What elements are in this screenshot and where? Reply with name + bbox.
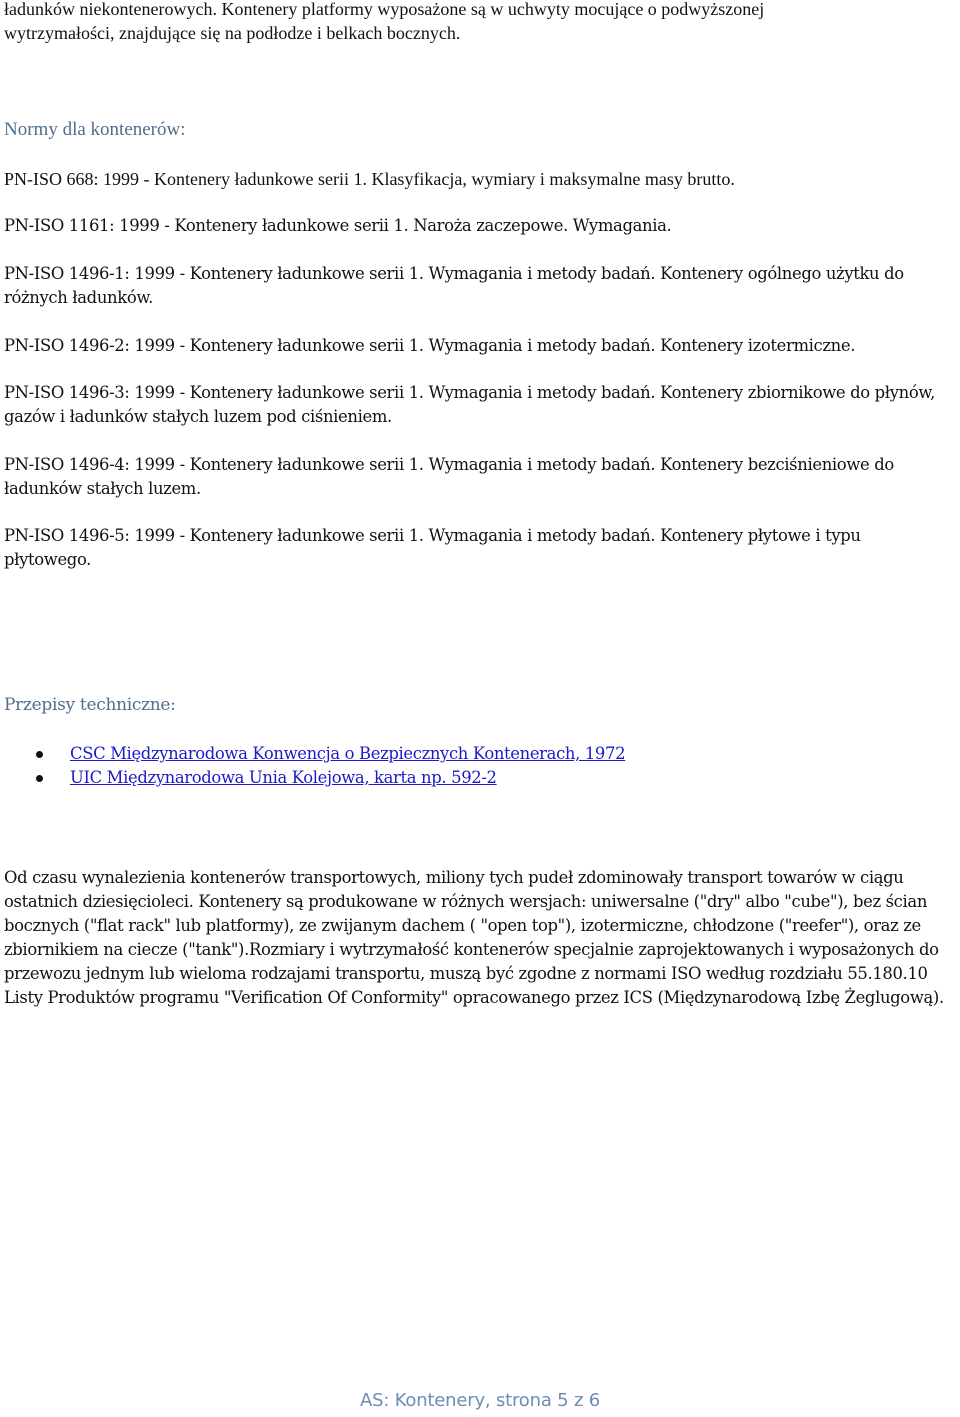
norm-item: PN-ISO 1496-1: 1999 - Kontenery ładunkowe serii 1. Wymagania i metody badań. Kontenery ogólnego użytku do różnych ładunków. [4, 264, 904, 307]
regulations-heading: Przepisy techniczne: [4, 695, 176, 715]
norm-item: PN-ISO 1496-4: 1999 - Kontenery ładunkowe serii 1. Wymagania i metody badań. Kontenery bezciśnieniowe do ładunków stałych luzem. [4, 455, 894, 498]
bullet-icon [36, 775, 43, 782]
bullet-icon [36, 751, 43, 758]
norm-item: PN-ISO 1496-2: 1999 - Kontenery ładunkowe serii 1. Wymagania i metody badań. Kontenery izotermiczne. [4, 336, 856, 355]
norms-heading: Normy dla kontenerów: [4, 119, 186, 140]
uic-card-link[interactable]: UIC Międzynarodowa Unia Kolejowa, karta np. 592-2 [70, 768, 497, 787]
intro-line-2: wytrzymałości, znajdujące się na podłodze i belkach bocznych. [4, 23, 461, 43]
norm-item: PN-ISO 1496-3: 1999 - Kontenery ładunkowe serii 1. Wymagania i metody badań. Kontenery zbiornikowe do płynów, gazów i ładunków stałych luzem pod ciśnieniem. [4, 383, 935, 426]
list-item [0, 766, 625, 790]
norm-item: PN-ISO 1496-5: 1999 - Kontenery ładunkowe serii 1. Wymagania i metody badań. Kontenery płytowe i typu płytowego. [4, 526, 861, 569]
page-footer: AS: Kontenery, strona 5 z 6 [360, 1390, 600, 1411]
body-paragraph: Od czasu wynalezienia kontenerów transportowych, miliony tych pudeł zdominowały transport towarów w ciągu ostatnich dziesięcioleci. Kontenery są produkowane w różnych wersjach: uniwersalne ("dry" albo "cube"), bez ścian bocznych ("flat rack" lub platformy), ze zwijanym dachem ( "open top"), izotermiczne, chłodzone ("reefer"), oraz ze zbiornikiem na ciecze ("tank").Rozmiary i wytrzymałość kontenerów specjalnie zaprojektowanych i wyposażonych do przewozu jednym lub wieloma rodzajami transportu, muszą być zgodne z normami ISO według rozdziału 55.180.10 Listy Produktów programu "Verification Of Conformity" opracowanego przez ICS (Międzynarodową Izbę Żeglugową). [4, 868, 944, 1007]
regulations-list [0, 742, 625, 790]
list-item [0, 742, 625, 766]
intro-line-1: ładunków niekontenerowych. Kontenery platformy wyposażone są w uchwyty mocujące o podwyższonej [4, 0, 765, 19]
norm-item: PN-ISO 1161: 1999 - Kontenery ładunkowe serii 1. Naroża zaczepowe. Wymagania. [4, 216, 672, 235]
csc-convention-link[interactable]: CSC Międzynarodowa Konwencja o Bezpiecznych Kontenerach, 1972 [70, 744, 626, 763]
norm-item: PN-ISO 668: 1999 - Kontenery ładunkowe serii 1. Klasyfikacja, wymiary i maksymalne masy brutto. [4, 169, 735, 189]
